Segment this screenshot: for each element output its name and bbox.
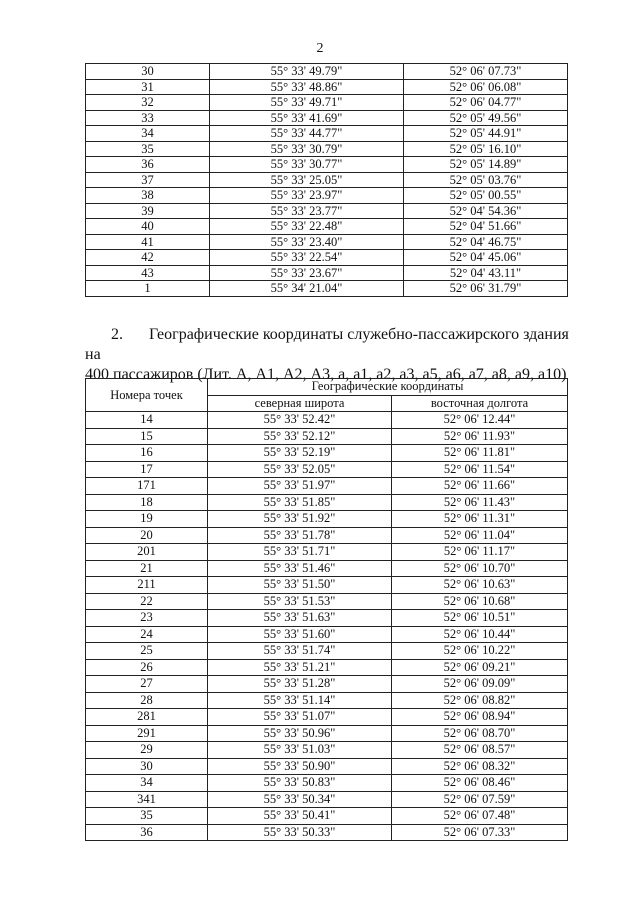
- point-number-cell: 26: [86, 659, 208, 676]
- longitude-cell: 52° 06' 04.77": [404, 95, 568, 111]
- longitude-cell: 52° 06' 08.94": [392, 709, 568, 726]
- longitude-cell: 52° 04' 45.06": [404, 250, 568, 266]
- longitude-cell: 52° 05' 14.89": [404, 157, 568, 173]
- header-point-numbers: Номера точек: [86, 379, 208, 412]
- point-number-cell: 17: [86, 461, 208, 478]
- point-number-cell: 31: [86, 79, 210, 95]
- latitude-cell: 55° 33' 52.42": [208, 412, 392, 429]
- longitude-cell: 52° 06' 09.21": [392, 659, 568, 676]
- table-row: [86, 808, 568, 825]
- table-row: [86, 219, 568, 235]
- latitude-cell: 55° 33' 52.12": [208, 428, 392, 445]
- header-geo-coordinates: Географические координаты: [208, 379, 568, 396]
- longitude-cell: 52° 06' 10.51": [392, 610, 568, 627]
- point-number-cell: 34: [86, 775, 208, 792]
- longitude-cell: 52° 06' 10.22": [392, 643, 568, 660]
- latitude-cell: 55° 33' 22.54": [210, 250, 404, 266]
- table-row: [86, 95, 568, 111]
- point-number-cell: 43: [86, 265, 210, 281]
- longitude-cell: 52° 06' 08.46": [392, 775, 568, 792]
- table-row: [86, 626, 568, 643]
- latitude-cell: 55° 33' 30.77": [210, 157, 404, 173]
- table-row: [86, 188, 568, 204]
- point-number-cell: 16: [86, 445, 208, 462]
- table-row: [86, 527, 568, 544]
- longitude-cell: 52° 06' 08.82": [392, 692, 568, 709]
- table-row: [86, 265, 568, 281]
- table-row: [86, 725, 568, 742]
- point-number-cell: 36: [86, 157, 210, 173]
- point-number-cell: 35: [86, 808, 208, 825]
- table-row: [86, 494, 568, 511]
- point-number-cell: 281: [86, 709, 208, 726]
- latitude-cell: 55° 33' 51.50": [208, 577, 392, 594]
- point-number-cell: 41: [86, 234, 210, 250]
- point-number-cell: 28: [86, 692, 208, 709]
- table-row: [86, 676, 568, 693]
- point-number-cell: 18: [86, 494, 208, 511]
- point-number-cell: 341: [86, 791, 208, 808]
- table-row: [86, 281, 568, 297]
- longitude-cell: 52° 06' 07.33": [392, 824, 568, 841]
- longitude-cell: 52° 04' 51.66": [404, 219, 568, 235]
- longitude-cell: 52° 05' 16.10": [404, 141, 568, 157]
- longitude-cell: 52° 06' 08.32": [392, 758, 568, 775]
- building-coordinates-table: [85, 378, 568, 841]
- longitude-cell: 52° 06' 07.59": [392, 791, 568, 808]
- table-row: [86, 709, 568, 726]
- latitude-cell: 55° 34' 21.04": [210, 281, 404, 297]
- latitude-cell: 55° 33' 51.46": [208, 560, 392, 577]
- point-number-cell: 27: [86, 676, 208, 693]
- longitude-cell: 52° 04' 43.11": [404, 265, 568, 281]
- table-row: [86, 250, 568, 266]
- longitude-cell: 52° 06' 11.66": [392, 478, 568, 495]
- latitude-cell: 55° 33' 51.03": [208, 742, 392, 759]
- latitude-cell: 55° 33' 23.40": [210, 234, 404, 250]
- latitude-cell: 55° 33' 50.33": [208, 824, 392, 841]
- table-row: [86, 157, 568, 173]
- table-row: [86, 824, 568, 841]
- point-number-cell: 39: [86, 203, 210, 219]
- table-row: [86, 758, 568, 775]
- latitude-cell: 55° 33' 51.60": [208, 626, 392, 643]
- longitude-cell: 52° 05' 49.56": [404, 110, 568, 126]
- point-number-cell: 37: [86, 172, 210, 188]
- latitude-cell: 55° 33' 50.41": [208, 808, 392, 825]
- latitude-cell: 55° 33' 52.05": [208, 461, 392, 478]
- table-row: [86, 64, 568, 80]
- latitude-cell: 55° 33' 48.86": [210, 79, 404, 95]
- point-number-cell: 40: [86, 219, 210, 235]
- longitude-cell: 52° 04' 46.75": [404, 234, 568, 250]
- point-number-cell: 171: [86, 478, 208, 495]
- point-number-cell: 1: [86, 281, 210, 297]
- point-number-cell: 21: [86, 560, 208, 577]
- table-row: [86, 428, 568, 445]
- latitude-cell: 55° 33' 49.79": [210, 64, 404, 80]
- table-row: [86, 610, 568, 627]
- longitude-cell: 52° 05' 00.55": [404, 188, 568, 204]
- table-row: [86, 461, 568, 478]
- table-row: [86, 478, 568, 495]
- longitude-cell: 52° 06' 11.43": [392, 494, 568, 511]
- point-number-cell: 14: [86, 412, 208, 429]
- point-number-cell: 201: [86, 544, 208, 561]
- longitude-cell: 52° 06' 11.04": [392, 527, 568, 544]
- latitude-cell: 55° 33' 51.63": [208, 610, 392, 627]
- longitude-cell: 52° 05' 03.76": [404, 172, 568, 188]
- latitude-cell: 55° 33' 50.83": [208, 775, 392, 792]
- header-north-latitude: северная широта: [208, 395, 392, 412]
- longitude-cell: 52° 06' 10.68": [392, 593, 568, 610]
- latitude-cell: 55° 33' 50.90": [208, 758, 392, 775]
- section-title-line1: Географические координаты служебно-пассажирского здания на: [85, 326, 569, 363]
- page-number: 2: [316, 41, 324, 56]
- table-row: [86, 445, 568, 462]
- table-row: [86, 791, 568, 808]
- longitude-cell: 52° 05' 44.91": [404, 126, 568, 142]
- longitude-cell: 52° 04' 54.36": [404, 203, 568, 219]
- latitude-cell: 55° 33' 25.05": [210, 172, 404, 188]
- point-number-cell: 38: [86, 188, 210, 204]
- point-number-cell: 25: [86, 643, 208, 660]
- latitude-cell: 55° 33' 51.78": [208, 527, 392, 544]
- point-number-cell: 42: [86, 250, 210, 266]
- latitude-cell: 55° 33' 23.77": [210, 203, 404, 219]
- point-number-cell: 35: [86, 141, 210, 157]
- table-row: [86, 643, 568, 660]
- table-row: [86, 126, 568, 142]
- table-row: [86, 659, 568, 676]
- point-number-cell: 32: [86, 95, 210, 111]
- latitude-cell: 55° 33' 51.28": [208, 676, 392, 693]
- latitude-cell: 55° 33' 49.71": [210, 95, 404, 111]
- latitude-cell: 55° 33' 50.34": [208, 791, 392, 808]
- latitude-cell: 55° 33' 52.19": [208, 445, 392, 462]
- latitude-cell: 55° 33' 23.67": [210, 265, 404, 281]
- point-number-cell: 30: [86, 64, 210, 80]
- table-row: [86, 141, 568, 157]
- table-row: [86, 110, 568, 126]
- latitude-cell: 55° 33' 51.85": [208, 494, 392, 511]
- table-row: [86, 577, 568, 594]
- longitude-cell: 52° 06' 07.73": [404, 64, 568, 80]
- table-row: [86, 544, 568, 561]
- table-row: [86, 593, 568, 610]
- latitude-cell: 55° 33' 51.53": [208, 593, 392, 610]
- point-number-cell: 34: [86, 126, 210, 142]
- point-number-cell: 33: [86, 110, 210, 126]
- latitude-cell: 55° 33' 51.71": [208, 544, 392, 561]
- latitude-cell: 55° 33' 44.77": [210, 126, 404, 142]
- table-row: [86, 511, 568, 528]
- table-row: [86, 412, 568, 429]
- point-number-cell: 211: [86, 577, 208, 594]
- latitude-cell: 55° 33' 50.96": [208, 725, 392, 742]
- point-number-cell: 24: [86, 626, 208, 643]
- table-row: [86, 742, 568, 759]
- longitude-cell: 52° 06' 11.93": [392, 428, 568, 445]
- header-east-longitude: восточная долгота: [392, 395, 568, 412]
- longitude-cell: 52° 06' 10.44": [392, 626, 568, 643]
- longitude-cell: 52° 06' 08.70": [392, 725, 568, 742]
- table-row: [86, 560, 568, 577]
- longitude-cell: 52° 06' 31.79": [404, 281, 568, 297]
- longitude-cell: 52° 06' 11.81": [392, 445, 568, 462]
- table-row: [86, 234, 568, 250]
- latitude-cell: 55° 33' 23.97": [210, 188, 404, 204]
- latitude-cell: 55° 33' 41.69": [210, 110, 404, 126]
- longitude-cell: 52° 06' 08.57": [392, 742, 568, 759]
- section-number: 2.: [111, 326, 123, 343]
- table-row: [86, 172, 568, 188]
- point-number-cell: 19: [86, 511, 208, 528]
- longitude-cell: 52° 06' 10.70": [392, 560, 568, 577]
- longitude-cell: 52° 06' 09.09": [392, 676, 568, 693]
- latitude-cell: 55° 33' 51.97": [208, 478, 392, 495]
- latitude-cell: 55° 33' 51.21": [208, 659, 392, 676]
- latitude-cell: 55° 33' 30.79": [210, 141, 404, 157]
- longitude-cell: 52° 06' 10.63": [392, 577, 568, 594]
- point-number-cell: 291: [86, 725, 208, 742]
- point-number-cell: 22: [86, 593, 208, 610]
- longitude-cell: 52° 06' 12.44": [392, 412, 568, 429]
- point-number-cell: 30: [86, 758, 208, 775]
- section-title-line2: 400 пассажиров (Лит. А, А1, А2, А3, а, а1, а2, а3, а5, а6, а7, а8, а9, а10): [85, 366, 567, 383]
- coordinates-table-continued: [85, 63, 568, 297]
- longitude-cell: 52° 06' 11.17": [392, 544, 568, 561]
- latitude-cell: 55° 33' 51.07": [208, 709, 392, 726]
- latitude-cell: 55° 33' 22.48": [210, 219, 404, 235]
- point-number-cell: 20: [86, 527, 208, 544]
- point-number-cell: 15: [86, 428, 208, 445]
- latitude-cell: 55° 33' 51.14": [208, 692, 392, 709]
- table-row: [86, 203, 568, 219]
- point-number-cell: 23: [86, 610, 208, 627]
- table-row: [86, 79, 568, 95]
- longitude-cell: 52° 06' 06.08": [404, 79, 568, 95]
- table-row: [86, 692, 568, 709]
- section-heading: [85, 325, 585, 385]
- longitude-cell: 52° 06' 11.54": [392, 461, 568, 478]
- longitude-cell: 52° 06' 11.31": [392, 511, 568, 528]
- point-number-cell: 29: [86, 742, 208, 759]
- longitude-cell: 52° 06' 07.48": [392, 808, 568, 825]
- table-row: [86, 775, 568, 792]
- latitude-cell: 55° 33' 51.74": [208, 643, 392, 660]
- point-number-cell: 36: [86, 824, 208, 841]
- latitude-cell: 55° 33' 51.92": [208, 511, 392, 528]
